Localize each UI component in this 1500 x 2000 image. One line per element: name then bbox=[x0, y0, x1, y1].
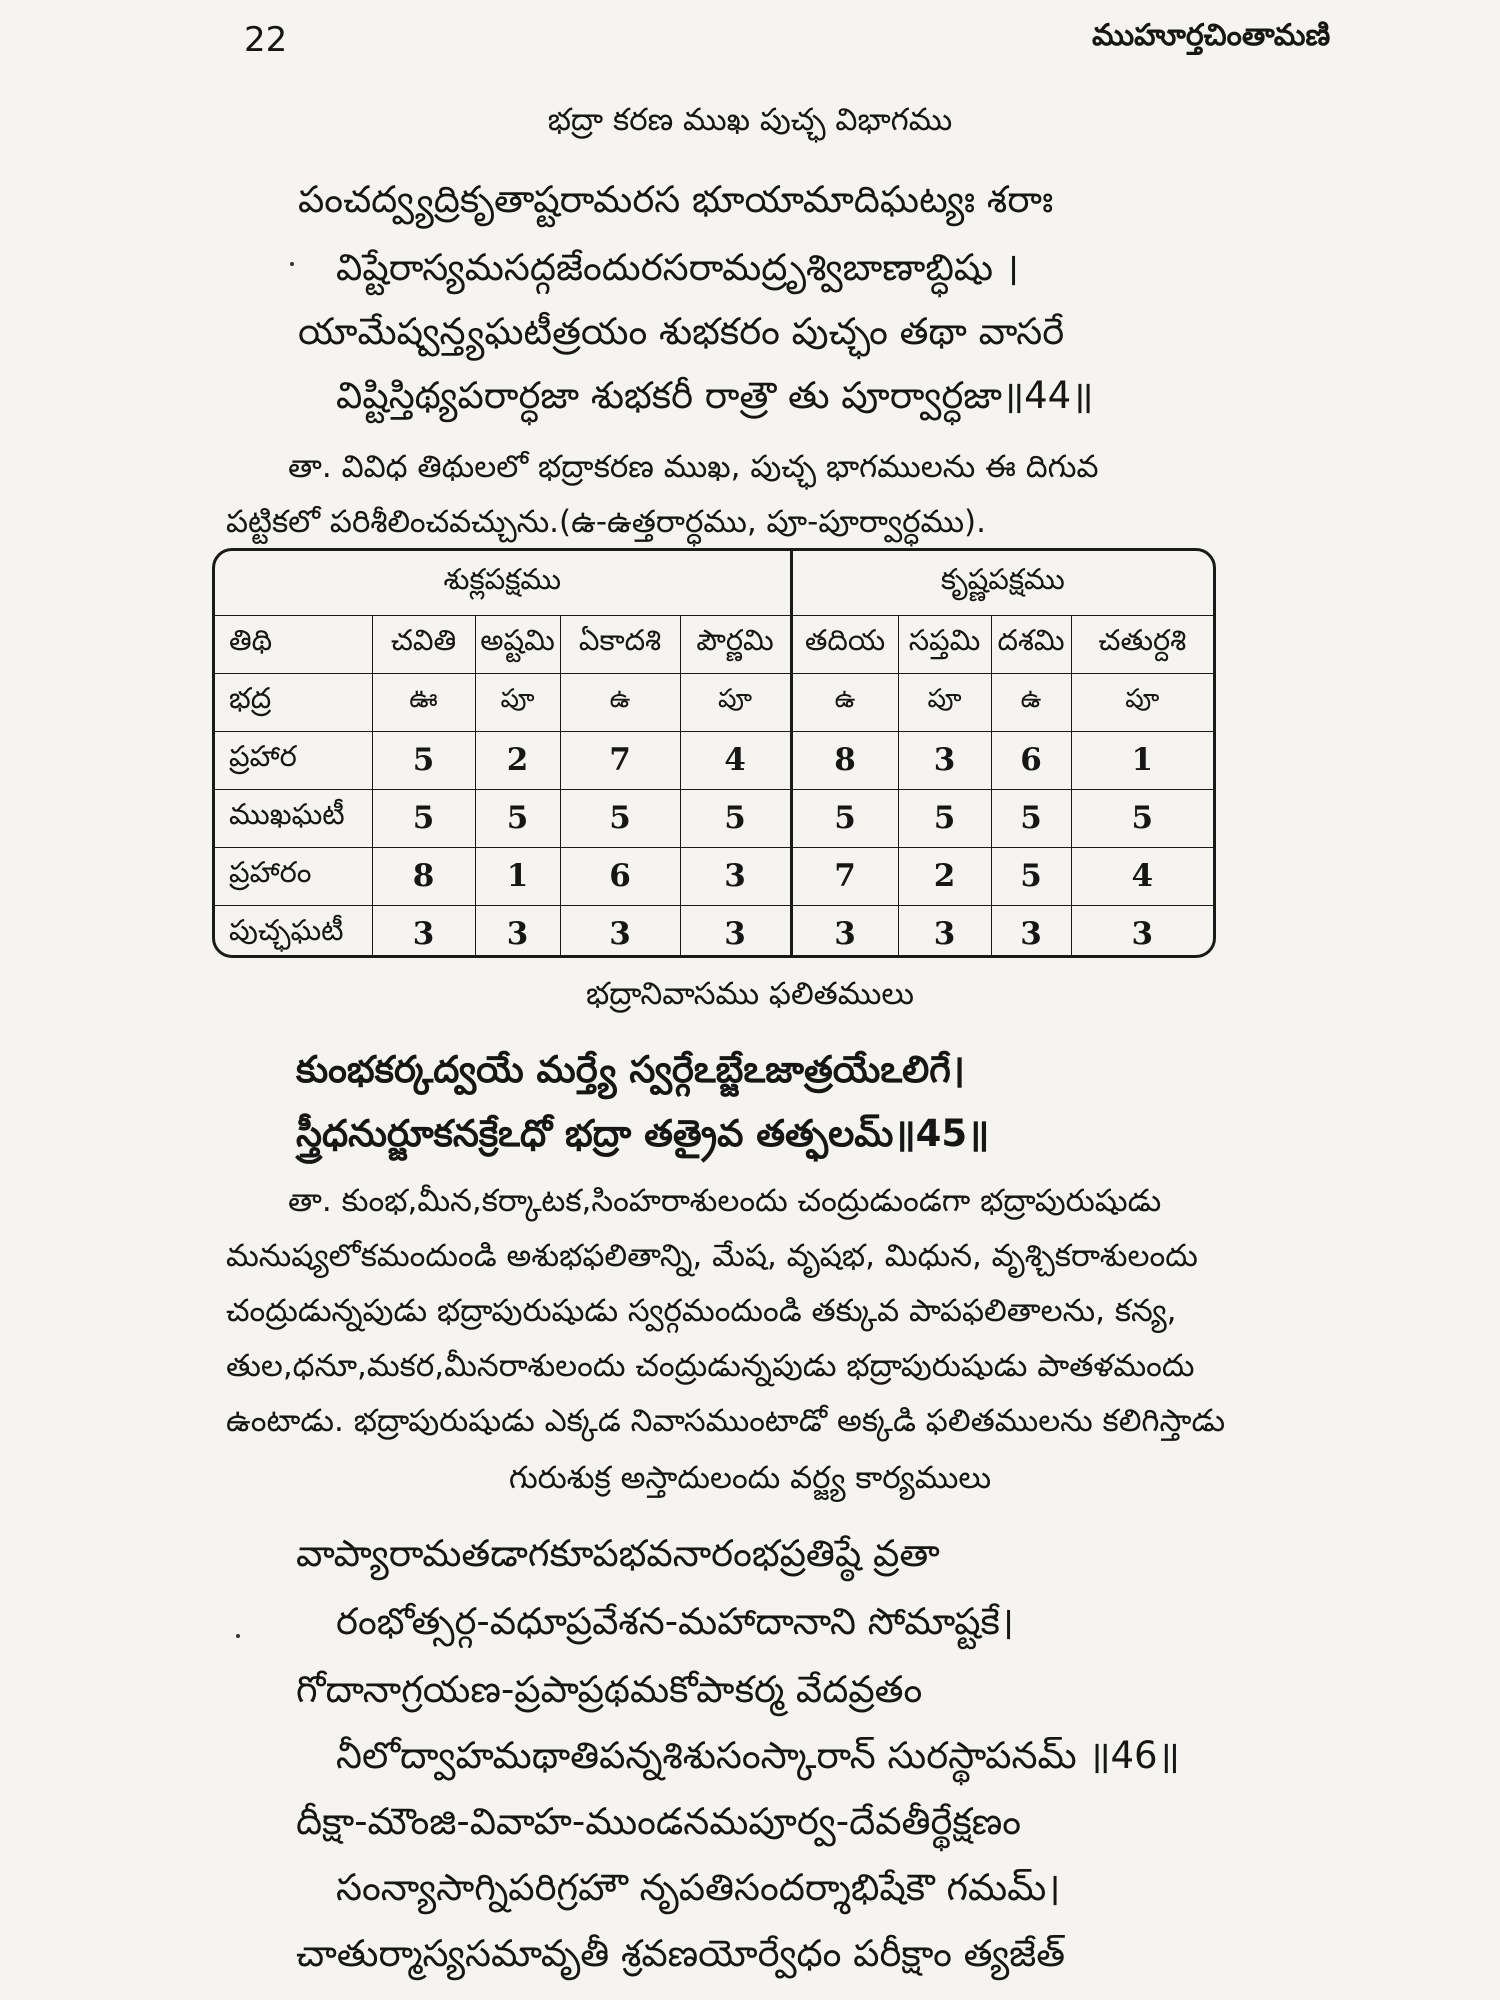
row-label: ముఖఘటీ bbox=[215, 789, 372, 847]
commentary-paragraph bbox=[226, 440, 1354, 550]
table-cell: 4 bbox=[1071, 847, 1213, 905]
table-cell: పూ bbox=[680, 673, 791, 731]
verse-line: స్త్రీధనుర్జూకనక్రేఽధో భద్రా తత్రైవ తత్ఫలమ్॥45॥ bbox=[296, 1112, 990, 1155]
table-cell: పూ bbox=[898, 673, 991, 731]
table-cell: ఉ bbox=[791, 673, 898, 731]
table-cell: 3 bbox=[475, 905, 560, 958]
row-label: ప్రహారం bbox=[215, 847, 372, 905]
table-row bbox=[215, 847, 1213, 905]
table-cell: సప్తమి bbox=[898, 615, 991, 673]
section-heading-bhadra-nivasa: భద్రానివాసము ఫలితములు bbox=[585, 976, 915, 1012]
table-cell: 1 bbox=[475, 847, 560, 905]
table-cell: ఉ bbox=[991, 673, 1071, 731]
verse-line: రంభోత్సర్గ-వధూప్రవేశన-మహాదానాని సోమాష్టకే। bbox=[336, 1600, 1014, 1643]
verse-line: దీక్షా-మౌంజి-వివాహ-ముండనమపూర్వ-దేవతీర్థేక్షణం bbox=[296, 1800, 1022, 1843]
page-number: 22 bbox=[244, 20, 288, 60]
table-cell: 2 bbox=[898, 847, 991, 905]
table-cell: ఊ bbox=[372, 673, 475, 731]
commentary-line: తుల,ధనూ,మకర,మీనరాశులందు చంద్రుడున్నపుడు భద్రాపురుషుడు పాతళమందు bbox=[226, 1348, 1195, 1384]
table-cell: 5 bbox=[372, 731, 475, 789]
table-cell: దశమి bbox=[991, 615, 1071, 673]
table-cell: ఉ bbox=[560, 673, 680, 731]
table-cell: 3 bbox=[791, 905, 898, 958]
table-cell: తదియ bbox=[791, 615, 898, 673]
table-cell: 5 bbox=[475, 789, 560, 847]
commentary-paragraph bbox=[226, 1174, 1354, 1449]
table-cell: చతుర్దశి bbox=[1071, 615, 1213, 673]
section-heading-bhadra-karana: భద్రా కరణ ముఖ పుచ్ఛ విభాగము bbox=[547, 102, 953, 138]
table-cell: 4 bbox=[680, 731, 791, 789]
table-cell: 3 bbox=[560, 905, 680, 958]
row-label: పుచ్ఛఘటీ bbox=[215, 905, 372, 958]
verse-line: యామేష్వన్త్యఘటీత్రయం శుభకరం పుచ్ఛం తథా వాసరే bbox=[298, 310, 1065, 353]
table-cell: 3 bbox=[898, 905, 991, 958]
table-cell: 5 bbox=[680, 789, 791, 847]
table-cell: 6 bbox=[991, 731, 1071, 789]
scan-speck bbox=[290, 262, 294, 266]
table-row bbox=[215, 789, 1213, 847]
table-cell: 7 bbox=[560, 731, 680, 789]
verse-line: విష్టేరాస్యమసద్గజేందురసరామద్రృశ్విబాణాబ్ధిషు । bbox=[336, 246, 1019, 289]
table-cell: చవితి bbox=[372, 615, 475, 673]
book-title: ముహూర్తచింతామణి bbox=[1092, 18, 1331, 53]
table-cell: పూ bbox=[1071, 673, 1213, 731]
bhadra-table bbox=[212, 548, 1216, 958]
table-cell: 8 bbox=[791, 731, 898, 789]
commentary-line: ఉంటాడు. భద్రాపురుషుడు ఎక్కడ నివాసముంటాడో అక్కడి ఫలితములను కలిగిస్తాడు bbox=[226, 1403, 1226, 1439]
table-cell: 3 bbox=[680, 905, 791, 958]
commentary-line: తా. కుంభ,మీన,కర్కాటక,సింహరాశులందు చంద్రుడుండగా భద్రాపురుషుడు bbox=[288, 1183, 1162, 1219]
commentary-line: పట్టికలో పరిశీలించవచ్చును.(ఉ-ఉత్తరార్ధము, పూ-పూర్వార్ధము). bbox=[226, 504, 987, 540]
table-cell: 3 bbox=[991, 905, 1071, 958]
table-cell: 3 bbox=[1071, 905, 1213, 958]
row-label: భద్ర bbox=[215, 673, 372, 731]
table-cell: 5 bbox=[1071, 789, 1213, 847]
verse-line: సంన్యాసాగ్నిపరిగ్రహౌ నృపతిసందర్శాభిషేకౌ గమమ్। bbox=[336, 1866, 1061, 1909]
table-cell: ఏకాదశి bbox=[560, 615, 680, 673]
table-row bbox=[215, 731, 1213, 789]
table-cell: 6 bbox=[560, 847, 680, 905]
table-cell: 5 bbox=[898, 789, 991, 847]
row-label: తిథి bbox=[215, 615, 372, 673]
commentary-line: తా. వివిధ తిథులలో భద్రాకరణ ముఖ, పుచ్ఛ భాగములను ఈ దిగువ bbox=[288, 449, 1099, 485]
verse-line: పంచద్వ్యద్రికృతాష్టరామరస భూయామాదిఘట్యః శరాః bbox=[298, 178, 1054, 221]
verse-line: విష్టిస్తిథ్యపరార్ధజా శుభకరీ రాత్రౌ తు పూర్వార్ధజా॥44॥ bbox=[336, 374, 1094, 417]
scan-speck bbox=[236, 1634, 240, 1638]
table-cell: 5 bbox=[372, 789, 475, 847]
verse-line: చాతుర్మాస్యసమావృతీ శ్రవణయోర్వేధం పరీక్షాం త్యజేత్ bbox=[296, 1932, 1065, 1975]
table-cell: 5 bbox=[791, 789, 898, 847]
table-cell: 3 bbox=[680, 847, 791, 905]
table-cell: 5 bbox=[560, 789, 680, 847]
verse-line: వాప్యారామతడాగకూపభవనారంభప్రతిష్ఠే వ్రతా bbox=[296, 1532, 940, 1575]
commentary-line: మనుష్యలోకమందుండి అశుభఫలితాన్ని, మేష, వృషభ, మిధున, వృశ్చికరాశులందు bbox=[226, 1238, 1198, 1274]
commentary-line: చంద్రుడున్నపుడు భద్రాపురుషుడు స్వర్గమందుండి తక్కువ పాపఫలితాలను, కన్య, bbox=[226, 1293, 1177, 1329]
krishna-paksha-header: కృష్ణపక్షము bbox=[791, 551, 1213, 615]
table-cell: 2 bbox=[475, 731, 560, 789]
table-cell: 3 bbox=[898, 731, 991, 789]
table-cell: పౌర్ణమి bbox=[680, 615, 791, 673]
table-row bbox=[215, 615, 1213, 673]
table-cell: 5 bbox=[991, 847, 1071, 905]
table-row bbox=[215, 905, 1213, 958]
row-label: ప్రహార bbox=[215, 731, 372, 789]
verse-line: కుంభకర్కద్వయే మర్త్యే స్వర్గేఽబ్జేఽజాత్రయేఽలిగే। bbox=[296, 1048, 965, 1091]
shukla-paksha-header: శుక్లపక్షము bbox=[215, 551, 791, 615]
table-cell: 1 bbox=[1071, 731, 1213, 789]
table-row bbox=[215, 673, 1213, 731]
table-cell: పూ bbox=[475, 673, 560, 731]
table-cell: 8 bbox=[372, 847, 475, 905]
table-cell: 3 bbox=[372, 905, 475, 958]
table-cell: 5 bbox=[991, 789, 1071, 847]
verse-line: నీలోద్వాహమథాతిపన్నశిశుసంస్కారాన్ సురస్థాపనమ్ ॥46॥ bbox=[336, 1734, 1180, 1777]
section-heading-guru-shukra: గురుశుక్ర అస్తాదులందు వర్జ్య కార్యములు bbox=[508, 1460, 992, 1496]
table-header-row bbox=[215, 551, 1213, 615]
table-cell: 7 bbox=[791, 847, 898, 905]
table-cell: అష్టమి bbox=[475, 615, 560, 673]
verse-line: గోదానాగ్రయణ-ప్రపాప్రథమకోపాకర్మ వేదవ్రతం bbox=[296, 1668, 923, 1711]
